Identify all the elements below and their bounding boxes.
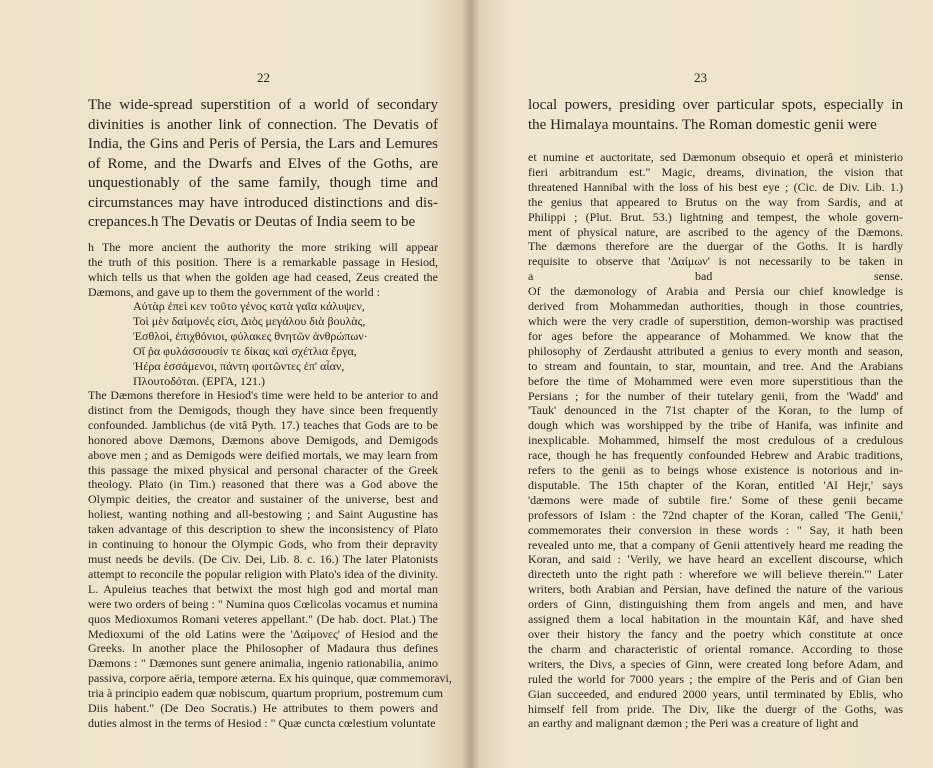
footnote-line: derived from Mohammedan authorities, though in those countries,: [528, 299, 903, 314]
footnote-line: L. Apuleius teaches that betwixt the most high god and mortal man: [88, 581, 438, 596]
footnote-line: in continuing to honour the Olympic Gods, who from their depravity: [88, 537, 438, 552]
footnote-line: Greeks. In another place the Philosopher of Madaura thus defines: [88, 641, 438, 656]
greek-verse-line: Τοὶ μὲν δαίμονές εἰσι, Διὸς μεγάλου διὰ βουλὰς,: [133, 313, 366, 328]
footnote-line: confounded. Jamblichus (de vitâ Pyth. 17.) teaches that Gods are to be: [88, 417, 438, 432]
footnote-line: which were the very cradle of superstition, demon-worship was practised: [528, 313, 903, 328]
footnote-line: above men ; and as Demigods were deified mortals, we may learn from: [88, 447, 438, 462]
footnote-line: Of the dæmonology of Arabia and Persia our chief knowledge is: [528, 284, 903, 299]
footnote-line: ment of physical nature, are ascribed to the agency of the Dæmons.: [528, 224, 903, 239]
footnote-line: tria à principio eadem quæ nobiscum, quartum proprium, postremum cum: [88, 686, 443, 701]
footnote-line: for ages before the appearance of Mohammed. We know that the: [528, 328, 903, 343]
text-line: the Himalaya mountains. The Roman domestic genii were: [528, 116, 877, 133]
footnote-line: Persians ; for the number of their tutelary genii, from the 'Wadd' and: [528, 388, 903, 403]
greek-verse-line: Πλουτοδόται. (ΕΡΓΑ, 121.): [133, 373, 265, 388]
footnote-line: himself fell from pride. The Div, like the duergr of the Goths, was: [528, 701, 903, 716]
text-line: divinities is another link of connection. The Devatis of: [88, 116, 438, 133]
footnote-intro: [88, 240, 438, 300]
footnote-line: honored above Dæmons, Dæmons above Demigods, and Demigods: [88, 432, 438, 447]
right-page: [472, 0, 933, 768]
footnote-line: The dæmons therefore are the duergar of the Goths. It is hardly: [528, 239, 903, 254]
footnote-line: over their history the fancy and the poetry which constitute at once: [528, 627, 903, 641]
footnote-line: philosophy of Zerdausht attributed a genius to every month and season,: [528, 343, 903, 358]
footnote-line: distinct from the Demigods, though they have since been frequently: [88, 402, 438, 417]
text-line: circumstances may have introduced distinctions and dis-: [88, 194, 438, 211]
footnote-line: Koran, and said : 'Verily, we have heard an excellent discourse, which: [528, 552, 903, 567]
text-line: India, the Gins and Peris of Persia, the Lars and Lemures: [88, 136, 438, 152]
footnote-line: et numine et auctoritate, sed Dæmonum obsequio et operâ et ministerio: [528, 150, 903, 164]
footnote-line: taken advantage of this description to shew the inconsistency of Plato: [88, 522, 438, 537]
footnote-line: passiva, corpore aëria, tempore æterna. Ex his quinque, quæ commemoravi,: [88, 671, 452, 686]
footnote-line: commemorates their conversion in these words : " Say, it hath been: [528, 522, 903, 537]
footnote-line: The Dæmons therefore in Hesiod's time were held to be anterior to and: [88, 388, 438, 402]
footnote-line: an earthy and malignant dæmon ; the Peri was a creature of light and: [528, 716, 859, 731]
footnote-line: Gian succeeded, and endured 2000 years, until terminated by Eblis, who: [528, 686, 903, 701]
text-line: unquestionably of the same family, though time and: [88, 175, 438, 191]
footnote-line: fieri arbitrandum est." Magic, dreams, divination, the vision that: [528, 164, 903, 179]
footnote-line: directeth unto the right path : wherefore we will believe therein.'" Later: [528, 567, 903, 582]
footnote-line: disputable. The 15th chapter of the Koran, entitled 'Al Hejr,' says: [528, 477, 903, 492]
footnote-line: duties almost in the terms of Hesiod : " Quæ cuncta cœlestium voluntate: [88, 715, 436, 730]
footnote-text: [88, 388, 452, 731]
page-number: 22: [257, 70, 270, 85]
greek-verse-line: Οἵ ῥα φυλάσσουσίν τε δίκας καὶ σχέτλια ἔργα,: [133, 343, 357, 358]
footnote-line: Olympic deities, the creator and sustainer of the universe, best and: [88, 492, 438, 507]
greek-quotation: [88, 299, 438, 388]
footnote-line: to stream and fountain, to star, mountain, and tree. And the Arabians: [528, 358, 903, 373]
footnote-line: writers, both Arabian and Persian, have defined the nature of the various: [528, 582, 903, 597]
footnote-line: 'Tauk' denounced in the 71st chapter of the Koran, to the lump of: [528, 403, 903, 418]
text-line: crepances.h The Devatis or Deutas of India seem to be: [88, 214, 416, 230]
greek-verse-line: Ἐσθλοὶ, ἐπιχθόνιοι, φύλακες θνητῶν ἀνθρώπων·: [133, 328, 368, 343]
footnote-line: dough which was worshipped by the tribe of Hanifa, was infinite and: [528, 418, 903, 433]
footnote-line: Philippi ; (Plut. Brut. 53.) lightning and tempest, the whole govern-: [528, 209, 903, 224]
footnote-line: the charm and characteristic of oriental romance. According to those: [528, 641, 903, 656]
footnote-line: h The more ancient the authority the more striking will appear: [88, 240, 438, 254]
text-line: The wide-spread superstition of a world of secondary: [88, 97, 438, 113]
footnote-line: Dæmons, and gave up to them the government of the world :: [88, 284, 380, 299]
footnote-line: writers, the Divs, a species of Ginn, were created long before Adam, and: [528, 656, 903, 671]
greek-verse-line: Ἠέρα ἑσσάμενοι, πάντη φοιτῶντες ἐπ' αἶαν,: [133, 358, 345, 373]
footnote-line: which tells us that when the golden age had ceased, Zeus created the: [88, 269, 438, 284]
page-number: 23: [694, 70, 707, 85]
footnote-line: threatened Hannibal with the loss of his best eye ; (Cic. de Div. Lib. 1.): [528, 179, 903, 194]
footnote-line: professors of Islam : the 72nd chapter of the Koran, called 'The Genii,': [528, 507, 903, 522]
main-text: [528, 96, 903, 135]
text-line: local powers, presiding over particular spots, especially in: [528, 97, 903, 113]
footnote-line: quos Medioxumos Romani veteres appellant." (De hab. doct. Plat.) The: [88, 611, 438, 626]
footnote-line: revealed unto me, that a company of Genii attentively heard me reading the: [528, 537, 903, 552]
footnote-line: orders of Ginn, distinguishing them from angels and men, and have: [528, 597, 903, 612]
footnote-line: refers to the genii as to beings whose existence is notorious and in-: [528, 463, 903, 478]
footnote-line: a bad sense.: [528, 269, 903, 284]
footnote-line: Medioxumi of the old Latins were the 'Δαίμονες' of Hesiod and the: [88, 626, 438, 641]
footnote-line: this passage the mixed physical and personal character of the Greek: [88, 462, 438, 477]
footnote-line: assigned them a local habitation in the mountain Kâf, and have shed: [528, 612, 903, 627]
main-text: [88, 96, 438, 233]
text-line: of Rome, and the Dwarfs and Elves of the Goths, are: [88, 155, 438, 172]
footnote-line: 'dæmons were made of subtile fire.' Some of these genii became: [528, 492, 903, 507]
footnote-line: must needs be devils. (De Civ. Dei, Lib. 8. c. 16.) The later Platonists: [88, 551, 438, 566]
footnote-line: before the time of Mohammed were even more superstitious than the: [528, 373, 903, 388]
footnote-line: requisite to observe that 'Δαίμων' is not necessarily to be taken in: [528, 254, 903, 269]
footnote-line: the truth of this position. There is a remarkable passage in Hesiod,: [88, 254, 438, 269]
footnote-line: Dæmons : " Dæmones sunt genere animalia, ingenio rationabilia, animo: [88, 656, 438, 671]
footnote-line: were two orders of being : " Numina quos Cœlicolas vocamus et numina: [88, 596, 438, 611]
footnote-line: holiest, wanting nothing and all-bestowing ; and Saint Augustine has: [88, 507, 438, 522]
footnote-line: inexplicable. Mohammed, himself the most credulous of a credulous: [528, 433, 903, 448]
footnote-text: [528, 150, 903, 731]
greek-verse-line: Αὐτὰρ ἐπεὶ κεν τοῦτο γένος κατὰ γαῖα κάλυψεν,: [133, 299, 365, 313]
footnote-line: the genius that appeared to Brutus on the way from Sardis, and at: [528, 194, 903, 209]
footnote-line: theology. Plato (in Tim.) reasoned that there was a God above the: [88, 477, 438, 492]
footnote-line: attempt to reconcile the popular religion with Plato's idea of the divinity.: [88, 566, 438, 581]
footnote-line: Diis habent." (De Deo Socratis.) He attributes to them powers and: [88, 701, 438, 716]
footnote-line: ruled the world for 7000 years ; the empire of the Peris and of Gian ben: [528, 671, 903, 686]
footnote-line: race, though he has frequently confounded Hebrew and Arabic traditions,: [528, 448, 903, 463]
